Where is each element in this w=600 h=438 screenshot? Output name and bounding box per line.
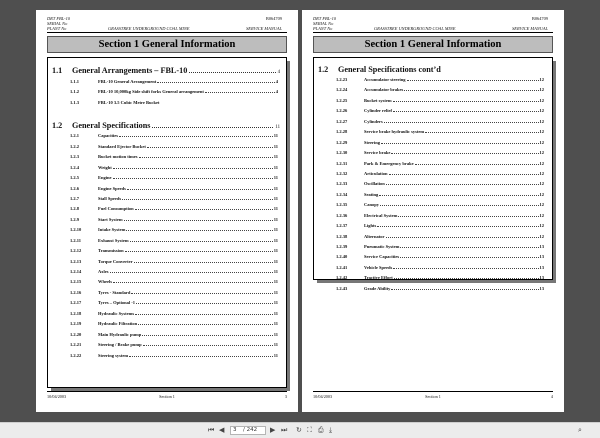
toc-entry[interactable] [48, 269, 280, 279]
toc-entry-page: 11 [273, 310, 278, 316]
toc-entry[interactable] [48, 217, 280, 227]
toc-entry[interactable] [48, 321, 280, 331]
page-total: / 242 [243, 427, 258, 433]
leader-dots [386, 181, 539, 185]
toc-entry-page: 12 [539, 129, 544, 135]
toc-entry-page: 12 [539, 77, 544, 82]
page-footer [313, 392, 553, 400]
leader-dots [398, 213, 538, 217]
leader-dots [404, 87, 538, 91]
leader-dots [138, 321, 273, 325]
toc-entry-title: Cylinders [364, 118, 383, 124]
leader-dots [125, 248, 273, 252]
toc-entry-number: 1.1.2 [70, 89, 79, 95]
toc-entry-number: 1.2.19 [70, 321, 82, 327]
toc-entry-title: Exhaust System [98, 237, 129, 243]
toc-heading-number: 1.2 [318, 65, 329, 74]
pdf-page-3 [36, 10, 298, 412]
toc-entry-title: Wheels [98, 279, 112, 285]
header-line: DRT FBL-10 [47, 16, 70, 21]
download-icon[interactable]: ⤓ [329, 426, 333, 434]
toc-entry-number: 1.2.43 [336, 285, 348, 291]
toc-entry-page: 4 [275, 89, 278, 95]
toc-entry-page: 11 [273, 143, 278, 149]
toc-entry-number: 1.2.4 [70, 164, 79, 170]
leader-dots [425, 129, 538, 133]
toc-entry-page: 11 [273, 216, 278, 222]
toc-entry-title: Engine Speeds [98, 185, 126, 191]
header-mine-name: GRASSTREE UNDERGROUND COAL MINE [108, 26, 190, 31]
leader-dots [389, 171, 539, 175]
toc-entry[interactable] [314, 181, 546, 191]
toc-entry[interactable] [314, 275, 546, 285]
toc-entry-number: 1.2.21 [70, 342, 82, 348]
toc-entry-title: Main Hydraulic pump [98, 331, 142, 337]
toc-entry-number: 1.2.25 [336, 97, 348, 103]
toc-entry[interactable] [48, 290, 280, 300]
toc-entry-page: 11 [273, 300, 278, 306]
leader-dots [147, 144, 273, 148]
toc-entry[interactable] [314, 87, 546, 97]
toc-entry-title: Park & Emergency brake [364, 160, 414, 166]
leader-dots [386, 234, 539, 238]
page-number-value: 3 [233, 427, 237, 433]
toc-entry[interactable] [48, 332, 280, 342]
toc-entry[interactable] [48, 144, 280, 154]
toc-list [48, 133, 280, 363]
toc-entry-title: Pneumatic System [364, 244, 400, 249]
toc-entry[interactable] [314, 286, 546, 296]
print-icon[interactable]: ⎙ [318, 426, 324, 434]
toc-entry-page: 11 [273, 227, 278, 233]
toc-entry-number: 1.2.13 [70, 258, 82, 264]
toc-entry-number: 1.2.32 [336, 170, 348, 176]
toc-heading-number: 1.1 [52, 66, 63, 75]
leader-dots [113, 279, 273, 283]
section-banner: Section 1 General Information [313, 36, 553, 53]
last-page-icon[interactable]: ⏭ [281, 426, 288, 434]
footer-page-number: 3 [284, 394, 287, 399]
toc-entry-page: 11 [273, 206, 278, 212]
toc-entry[interactable] [314, 140, 546, 150]
toc-entry-page: 12 [539, 181, 544, 187]
leader-dots [393, 98, 539, 102]
toc-entry-title: Electrical System [364, 212, 398, 218]
toc-entry-title: Service Capacities [364, 254, 400, 260]
toc-entry-page: 13 [539, 285, 544, 291]
toc-entry-title: Grade Ability [364, 285, 391, 291]
toc-entry-title: Steering system [98, 352, 129, 358]
toc-entry-page: 11 [273, 154, 278, 160]
toc-entry[interactable] [48, 342, 280, 352]
leader-dots [122, 196, 273, 200]
toc-entry-page: 13 [539, 244, 544, 249]
header-line: PLANT No [47, 26, 67, 31]
toc-entry-title: Steering / Brake pump [98, 342, 142, 348]
header-line: SERIAL No [313, 21, 334, 26]
toc-entry-number: 1.2.15 [70, 279, 82, 285]
toc-entry-number: 1.2.24 [336, 87, 348, 93]
toc-entry-number: 1.2.3 [70, 154, 79, 160]
toc-entry-page: 12 [539, 118, 544, 124]
leader-dots [134, 259, 273, 263]
toc-entry[interactable] [48, 206, 280, 216]
toc-entry-title: Articulation [364, 170, 388, 176]
toc-entry-number: 1.2.30 [336, 150, 348, 156]
leader-dots [113, 175, 273, 179]
toc-entry[interactable] [314, 223, 546, 233]
leader-dots [415, 161, 539, 165]
toc-entry-page: 11 [273, 321, 278, 327]
header-line: DRT FBL-10 [313, 16, 336, 21]
toc-entry-number: 1.2.36 [336, 212, 348, 218]
toc-entry-page: 11 [273, 248, 278, 254]
toc-entry[interactable] [48, 89, 280, 99]
toc-entry[interactable] [48, 133, 280, 143]
toc-entry-page: 13 [539, 264, 544, 270]
leader-dots [129, 353, 273, 357]
toc-entry-page: 12 [539, 87, 544, 93]
first-page-icon[interactable]: ⏮ [208, 426, 215, 434]
toc-entry[interactable] [314, 119, 546, 129]
rotate-icon[interactable]: ↻ [296, 426, 302, 434]
toc-entry-number: 1.2.8 [70, 206, 79, 212]
section-banner: Section 1 General Information [47, 36, 287, 53]
toc-entry-number: 1.2.42 [336, 275, 348, 281]
header-manual-type: SERVICE MANUAL [246, 26, 282, 31]
leader-dots [136, 300, 273, 304]
leader-dots [130, 238, 273, 242]
toc-entry-page: 12 [539, 108, 544, 114]
toc-entry-number: 1.2.39 [336, 244, 348, 249]
toc-heading-title: General Specifications [72, 121, 151, 131]
footer-date: 10/04/2003 [313, 394, 333, 399]
toc-entry[interactable] [48, 300, 280, 310]
toc-entry-page: 12 [539, 223, 544, 229]
toc-entry-number: 1.2.37 [336, 223, 348, 229]
leader-dots [131, 290, 272, 294]
toc-entry-number: 1.2.35 [336, 202, 348, 208]
toc-entry-title: Alternator [364, 233, 385, 239]
toc-list [314, 77, 546, 296]
toc-entry-number: 1.2.14 [70, 269, 82, 274]
toc-entry-page: 4 [275, 79, 278, 84]
toc-entry[interactable] [48, 353, 280, 363]
toc-entry[interactable] [48, 259, 280, 269]
toc-entry-page: 12 [539, 170, 544, 176]
toc-entry-number: 1.2.5 [70, 175, 79, 181]
toc-entry[interactable] [48, 311, 280, 321]
leader-dots [113, 165, 273, 169]
footer-date: 10/04/2003 [47, 394, 67, 399]
header-line: SERIAL No [47, 21, 68, 26]
toc-entry[interactable] [48, 79, 280, 89]
toc-entry-title: FBL-10 3.5 Cubic Metre Bucket [98, 99, 160, 105]
toc-entry-page: 12 [539, 233, 544, 239]
toc-entry-page: 12 [539, 150, 544, 156]
header-divider [313, 32, 553, 33]
leader-dots [205, 89, 275, 93]
toc-entry-title: Axles [98, 269, 109, 274]
toc-entry-number: 1.2.12 [70, 248, 82, 254]
toc-entry-title: Service brake [364, 150, 391, 156]
toc-entry-title: FBL-10 General Arrangement [98, 79, 157, 84]
toc-entry-number: 1.2.2 [70, 143, 79, 149]
toc-entry[interactable] [48, 227, 280, 237]
toc-entry-number: 1.2.17 [70, 300, 82, 306]
toc-entry-page: 11 [273, 133, 278, 139]
toc-entry-page: 12 [539, 191, 544, 197]
toc-entry-page: 11 [273, 237, 278, 243]
toc-entry-page: 13 [539, 275, 544, 281]
toc-entry-title: Torque Converter [98, 258, 133, 264]
leader-dots [110, 269, 273, 273]
toc-entry-title: Intake System [98, 227, 126, 233]
toc-entry-title: Bucket system [364, 97, 392, 103]
toc-entry-title: Lights [364, 223, 377, 229]
leader-dots [152, 121, 273, 128]
toc-entry-number: 1.2.27 [336, 118, 348, 124]
toc-entry-title: Tractive Effort [364, 275, 393, 281]
toc-entry-title: Transmission [98, 248, 124, 254]
toc-entry-title: Engine [98, 175, 112, 181]
toc-entry-number: 1.2.41 [336, 264, 348, 270]
toc-entry[interactable] [48, 238, 280, 248]
toc-entry[interactable] [314, 234, 546, 244]
toc-heading-page: 11 [275, 125, 280, 131]
toc-entry-title: Seating [364, 191, 379, 197]
toc-entry-title: Tyres – Optional -1 [98, 300, 135, 306]
toc-entry[interactable] [314, 254, 546, 264]
next-page-icon[interactable]: ▶ [270, 426, 276, 434]
leader-dots [400, 244, 538, 248]
leader-dots [377, 223, 538, 227]
toc-entry-number: 1.2.11 [70, 237, 82, 243]
toc-entry[interactable] [314, 129, 546, 139]
toc-entry-title: Steering [364, 139, 380, 145]
toc-entry-number: 1.2.28 [336, 129, 348, 135]
toc-entry[interactable] [314, 192, 546, 202]
fit-page-icon[interactable]: ⛶ [307, 426, 312, 434]
leader-dots [143, 342, 273, 346]
toc-entry-number: 1.2.38 [336, 233, 348, 239]
header-divider [47, 32, 287, 33]
toc-entry-page: 11 [273, 258, 278, 264]
toc-entry[interactable] [314, 108, 546, 118]
toc-entry-page: 12 [539, 202, 544, 208]
header-mine-name: GRASSTREE UNDERGROUND COAL MINE [374, 26, 456, 31]
leader-dots [142, 332, 272, 336]
leader-dots [189, 66, 275, 73]
toc-entry-page: 12 [539, 160, 544, 166]
toc-entry-number: 1.2.29 [336, 139, 348, 145]
toc-heading[interactable] [52, 66, 280, 75]
leader-dots [391, 150, 538, 154]
toc-heading-number: 1.2 [52, 121, 63, 131]
footer-page-number: 4 [550, 394, 553, 399]
toc-entry-title: Cylinder relief [364, 108, 392, 114]
toc-entry-page: 11 [273, 185, 278, 191]
toc-entry-number: 1.2.20 [70, 331, 82, 337]
leader-dots [407, 77, 539, 81]
leader-dots [119, 133, 273, 137]
toc-entry-page: 12 [539, 139, 544, 145]
toc-entry-title: Start System [98, 216, 123, 222]
toc-entry-number: 1.2.31 [336, 160, 348, 166]
toc-entry-number: 1.2.1 [70, 133, 79, 139]
leader-dots [126, 227, 272, 231]
toc-entry-number: 1.2.22 [70, 352, 82, 358]
toc-entry-title: Weight [98, 164, 112, 170]
leader-dots [127, 186, 273, 190]
toc-entry-number: 1.2.34 [336, 191, 348, 197]
toc-entry-page: 13 [539, 254, 544, 260]
zoom-icon[interactable]: ⌕ [578, 426, 582, 434]
leader-dots [379, 192, 538, 196]
toc-entry[interactable] [314, 171, 546, 181]
leader-dots [135, 206, 273, 210]
header-doc-code: B064709 [531, 16, 548, 21]
page-footer [47, 392, 287, 400]
toc-entry[interactable] [314, 98, 546, 108]
toc-entry-number: 1.2.33 [336, 181, 348, 187]
toc-entry-title: Accumulator brakes [364, 87, 404, 93]
toc-entry-title: Fuel Consumption [98, 206, 134, 212]
toc-entry[interactable] [48, 165, 280, 175]
toc-entry[interactable] [48, 175, 280, 185]
leader-dots [400, 254, 538, 258]
leader-dots [394, 275, 539, 279]
toc-list [48, 79, 280, 110]
leader-dots [381, 140, 539, 144]
toc-entry[interactable] [48, 186, 280, 196]
toc-entry-page: 11 [273, 175, 278, 181]
toc-entry-number: 1.1.3 [70, 99, 79, 105]
header-doc-code: B064709 [265, 16, 282, 21]
toc-entry-number: 1.2.16 [70, 289, 82, 295]
toc-entry[interactable] [48, 154, 280, 164]
toc-heading-title: General Specifications cont’d [338, 65, 441, 74]
toc-entry-page: 11 [273, 331, 278, 337]
toc-entry[interactable] [48, 100, 280, 110]
toc-entry-page: 11 [273, 279, 278, 285]
toc-box [313, 57, 553, 291]
toc-entry-title: Standard Ejector Bucket [98, 143, 146, 149]
toc-entry-number: 1.2.18 [70, 310, 82, 316]
toc-entry-page: 12 [539, 212, 544, 218]
toc-entry-number: 1.2.10 [70, 227, 82, 233]
toc-entry-page: 11 [273, 164, 278, 170]
toc-entry-title: Accumulator steering [364, 77, 406, 82]
toc-heading-page: 4 [277, 70, 280, 75]
toc-entry[interactable] [314, 150, 546, 160]
footer-section: Section 1 [159, 394, 175, 399]
toc-heading-title: General Arrangements – FBL-10 [72, 66, 188, 75]
toc-entry-page: 11 [273, 342, 278, 348]
toc-entry-number: 1.2.7 [70, 195, 79, 201]
toc-entry[interactable] [48, 279, 280, 289]
toc-entry-title: Bucket motion times [98, 154, 138, 160]
toc-entry-page: 11 [273, 195, 278, 201]
toc-entry-title: Stall Speeds [98, 195, 122, 201]
toc-entry-number: 1.2.9 [70, 216, 79, 222]
toc-entry-title: Capacities [98, 133, 118, 139]
toc-entry-title: Tyres - Standard [98, 289, 131, 295]
toc-entry-page: 11 [273, 269, 278, 274]
toc-entry[interactable] [314, 202, 546, 212]
toc-entry[interactable] [314, 161, 546, 171]
toc-entry[interactable] [314, 244, 546, 254]
toc-entry-page: 11 [273, 289, 278, 295]
toc-entry[interactable] [314, 265, 546, 275]
toc-entry-title: Canopy [364, 202, 380, 208]
toc-entry-title: Oscillation [364, 181, 385, 187]
leader-dots [391, 286, 538, 290]
toc-entry-title: Vehicle Speeds [364, 264, 393, 270]
toc-entry[interactable] [48, 196, 280, 206]
toc-entry-page: 11 [273, 352, 278, 358]
header-manual-type: SERVICE MANUAL [512, 26, 548, 31]
page-header-info [313, 16, 336, 31]
toc-entry-number: 1.1.1 [70, 79, 79, 84]
toc-entry-number: 1.2.40 [336, 254, 348, 260]
leader-dots [135, 311, 273, 315]
leader-dots [380, 202, 538, 206]
header-line: PLANT No [313, 26, 333, 31]
leader-dots [124, 217, 273, 221]
footer-section: Section 1 [425, 394, 441, 399]
toc-entry[interactable] [314, 213, 546, 223]
toc-heading[interactable] [318, 65, 546, 74]
viewer-toolbar [0, 422, 600, 438]
toc-entry[interactable] [314, 77, 546, 87]
toc-entry-number: 1.2.23 [336, 77, 348, 82]
leader-dots [384, 119, 539, 123]
toc-heading[interactable] [52, 121, 280, 130]
toc-entry-page: 12 [539, 97, 544, 103]
prev-page-icon[interactable]: ◀ [219, 426, 225, 434]
toc-entry-title: Hydraulic Systems [98, 310, 135, 316]
toc-entry-title: Service brake hydraulic system [364, 129, 425, 135]
toc-entry-number: 1.2.6 [70, 185, 79, 191]
leader-dots [393, 108, 539, 112]
toc-entry-title: Hydraulic Filtration [98, 321, 138, 327]
toc-box [47, 57, 287, 388]
toc-entry[interactable] [48, 248, 280, 258]
page-header-info [47, 16, 70, 31]
leader-dots [157, 79, 275, 83]
leader-dots [393, 265, 538, 269]
leader-dots [139, 154, 273, 158]
pdf-page-4 [302, 10, 564, 412]
toc-entry-number: 1.2.26 [336, 108, 348, 114]
toc-entry-title: FBL-10 10,000kg Side shift forks General arrangement [98, 89, 204, 95]
